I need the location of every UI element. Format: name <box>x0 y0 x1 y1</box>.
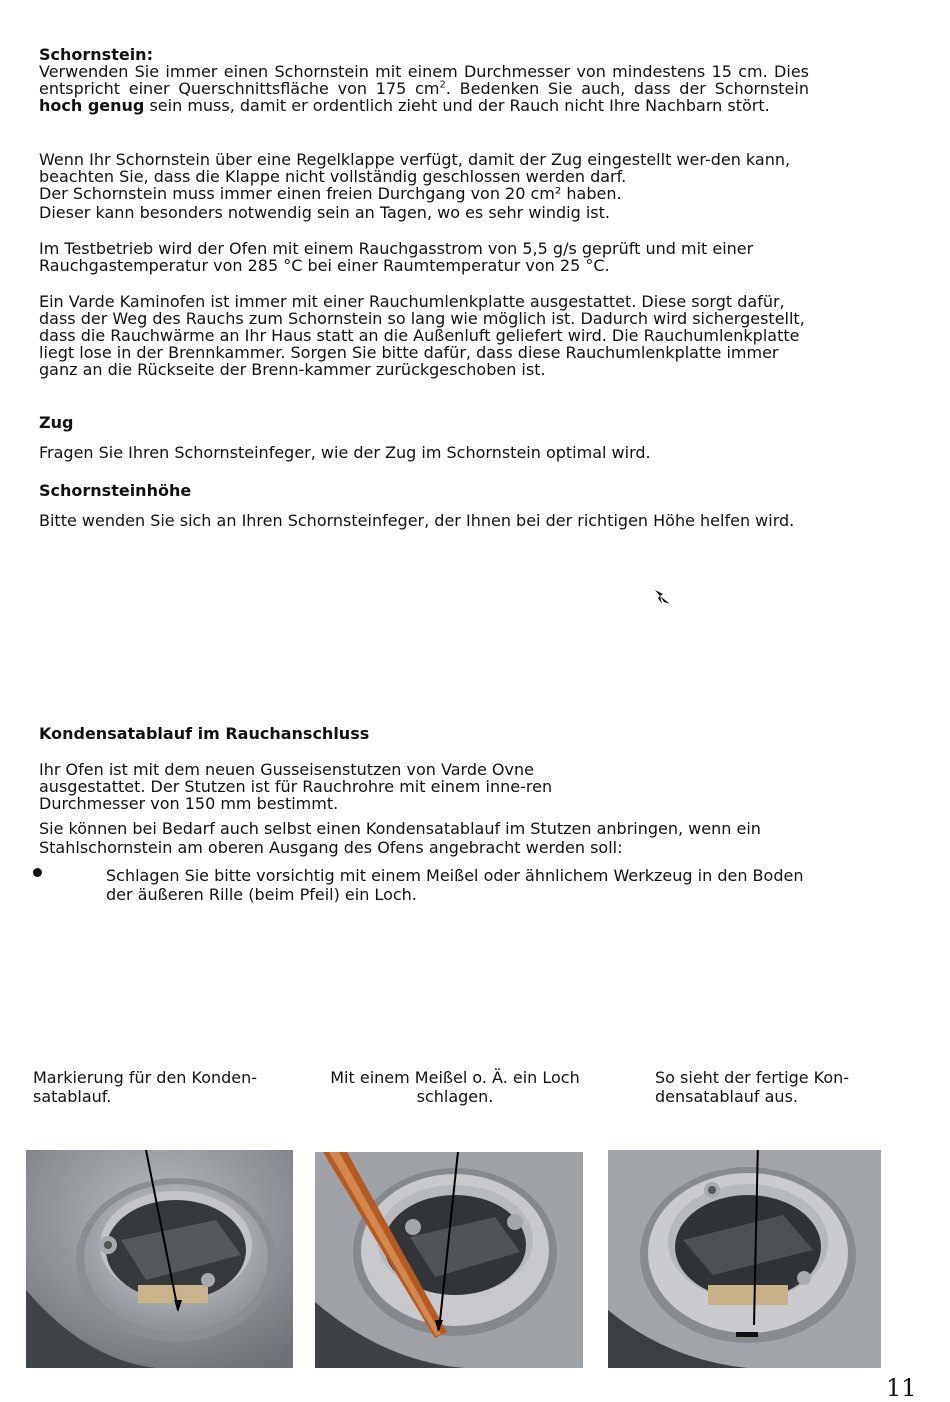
chimney-paragraph-6: Ein Varde Kaminofen ist immer mit einer Rauchumlenkplatte ausgestattet. Diese sorgt dafür, dass der Weg des Rauchs zum Schornstein so lang wie möglich ist. Dadurch wird sichergestellt, dass die Rauchwärme an Ihr Haus statt an die Außenluft geliefert wird. Die Rauchumlenkplatte liegt lose in der Brennkammer. Sorgen Sie bitte dafür, dass diese Rauchumlenkplatte immer ganz an die Rückseite der Brenn-kammer zurückgeschoben ist. <box>39 292 805 379</box>
caption-marking: Markierung für den Konden-satablauf. <box>33 1068 258 1106</box>
chimney-paragraph-1: Verwenden Sie immer einen Schornstein mit einem Durchmesser von mindestens 15 cm. Dies entspricht einer Querschnittsfläche von 175 $cm^2$. Bedenken Sie auch, dass der Schornstein hoch genug sein muss, damit er ordentlich zieht und der Rauch nicht Ihre Nachbarn stört. <box>39 62 809 115</box>
chimney-paragraph-3: Der Schornstein muss immer einen freien Durchgang von 20 cm² haben. <box>39 184 622 203</box>
photo-finished <box>608 1150 881 1368</box>
photo-chisel <box>315 1152 583 1368</box>
caption-finished: So sieht der fertige Kon-densatablauf aus. <box>655 1068 850 1106</box>
heading-draft: Zug <box>39 413 74 432</box>
heading-chimney-height: Schornsteinhöhe <box>39 481 192 500</box>
heading-condensate: Kondensatablauf im Rauchanschluss <box>39 724 370 743</box>
emphasis-high-enough: hoch genug <box>39 96 145 115</box>
section-condensate <box>39 725 809 742</box>
condensate-paragraph-1: Ihr Ofen ist mit dem neuen Gusseisenstutzen von Varde Ovne ausgestattet. Der Stutzen ist für Rauchrohre mit einem inne-ren Durchmesser von 150 mm bestimmt. <box>39 760 553 813</box>
chimney-damper-block <box>39 151 809 221</box>
condensate-bullet-text: Schlagen Sie bitte vorsichtig mit einem Meißel oder ähnlichem Werkzeug in den Boden der äußeren Rille (beim Pfeil) ein Loch. <box>106 866 804 904</box>
chimney-height-text: Bitte wenden Sie sich an Ihren Schornsteinfeger, der Ihnen bei der richtigen Höhe helfen wird. <box>39 511 795 530</box>
arrow-mark-icon <box>652 588 674 608</box>
caption-chisel: Mit einem Meißel o. Ä. ein Loch schlagen. <box>330 1068 580 1106</box>
photo-marking <box>26 1150 293 1368</box>
condensate-paragraph-2: Sie können bei Bedarf auch selbst einen Kondensatablauf im Stutzen anbringen, wenn ein Stahlschornstein am oberen Ausgang des Ofens angebracht werden soll: <box>39 819 761 857</box>
bullet-dot-icon <box>33 866 45 878</box>
chimney-paragraph-4: Dieser kann besonders notwendig sein an Tagen, wo es sehr windig ist. <box>39 203 610 222</box>
section-draft <box>39 414 809 461</box>
heading-chimney: Schornstein: <box>39 45 153 64</box>
section-chimney-height <box>39 482 909 529</box>
chimney-paragraph-5: Im Testbetrieb wird der Ofen mit einem Rauchgasstrom von 5,5 g/s geprüft und mit einer Rauchgastemperatur von 285 °C bei einer Raumtemperatur von 25 °C. <box>39 239 754 275</box>
page-number: 11 <box>886 1374 917 1402</box>
section-chimney <box>39 46 809 114</box>
draft-text: Fragen Sie Ihren Schornsteinfeger, wie der Zug im Schornstein optimal wird. <box>39 443 651 462</box>
chimney-paragraph-2: Wenn Ihr Schornstein über eine Regelklappe verfügt, damit der Zug eingestellt wer-den kann, beachten Sie, dass die Klappe nicht vollständig geschlossen werden darf. <box>39 150 791 186</box>
